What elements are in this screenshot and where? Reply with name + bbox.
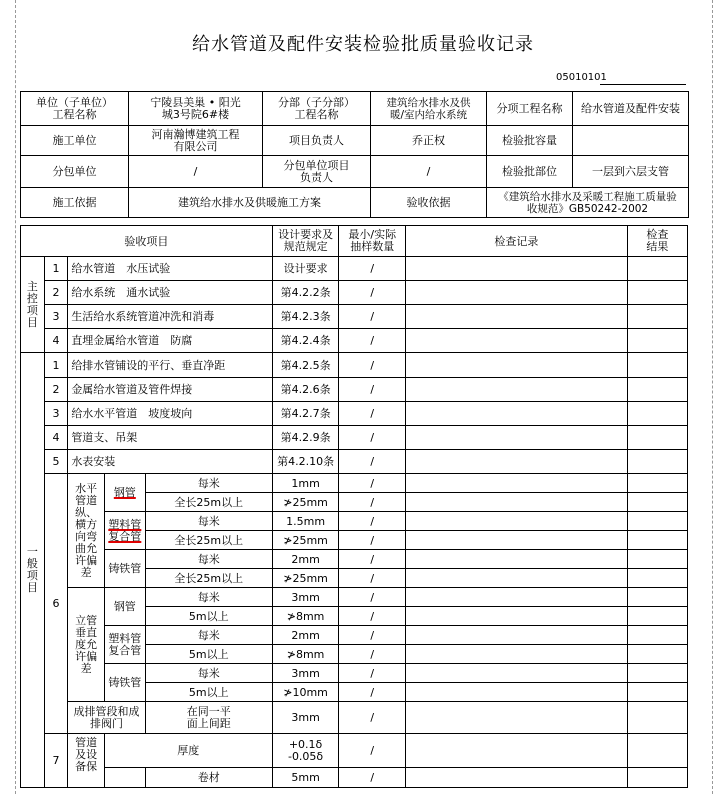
g7-record[interactable] — [406, 768, 628, 788]
g6-result[interactable] — [627, 474, 687, 493]
g7-roll-label: 卷材 — [145, 768, 272, 788]
main-control-label: 主 控 项 目 — [21, 257, 45, 353]
general-item-req: 第4.2.6条 — [272, 378, 339, 402]
g6-cond: 全长25m以上 — [145, 569, 272, 588]
g6-min: / — [339, 531, 406, 550]
g6-min: / — [339, 474, 406, 493]
g6-record[interactable] — [406, 493, 628, 512]
sub-value: / — [129, 156, 263, 188]
g6-v-iron: 铸铁管 — [104, 664, 145, 702]
g6-req: ≯8mm — [272, 607, 339, 626]
g6-valve-req: 3mm — [272, 702, 339, 734]
contractor-label: 施工单位 — [21, 126, 129, 156]
g6-min: / — [339, 683, 406, 702]
g6-h-steel-text: 钢管 — [113, 486, 136, 499]
g6-record[interactable] — [406, 569, 628, 588]
general-item-result[interactable] — [627, 450, 687, 474]
g6-cond: 每米 — [145, 664, 272, 683]
g6-result[interactable] — [627, 493, 687, 512]
g6-req: ≯25mm — [272, 569, 339, 588]
g6-req: 2mm — [272, 626, 339, 645]
sub-label: 分包单位 — [21, 156, 129, 188]
form-title: 给水管道及配件安装检验批质量验收记录 — [192, 34, 534, 55]
g6-result[interactable] — [627, 588, 687, 607]
g6-no: 6 — [44, 474, 68, 734]
general-item-name: 水表安装 — [68, 450, 272, 474]
general-item-record[interactable] — [406, 426, 628, 450]
accept-label: 验收依据 — [371, 188, 487, 218]
general-item-min: / — [339, 353, 406, 378]
g6-cond: 每米 — [145, 512, 272, 531]
col-min: 最小/实际 抽样数量 — [339, 226, 406, 257]
form-code: 05010101 — [556, 72, 607, 83]
main-item-name: 直埋金属给水管道 防腐 — [68, 329, 272, 353]
general-item-name: 给排水管铺设的平行、垂直净距 — [68, 353, 272, 378]
general-item-result[interactable] — [627, 426, 687, 450]
subpm-label: 分包单位项目 负责人 — [263, 156, 371, 188]
g6-vert-label: 立管 垂直 度允 许偏 差 — [68, 588, 105, 702]
g6-req: 3mm — [272, 588, 339, 607]
main-item-record[interactable] — [406, 305, 628, 329]
g6-v-plastic: 塑料管 复合管 — [104, 626, 145, 664]
g6-record[interactable] — [406, 702, 628, 734]
general-item-req: 第4.2.9条 — [272, 426, 339, 450]
g6-result[interactable] — [627, 512, 687, 531]
part-label: 检验批部位 — [487, 156, 573, 188]
main-item-req: 设计要求 — [272, 257, 339, 281]
general-item-no: 5 — [44, 450, 68, 474]
g6-record[interactable] — [406, 664, 628, 683]
g6-record[interactable] — [406, 512, 628, 531]
g7-label: 管道 及设 备保 — [68, 734, 105, 788]
g6-record[interactable] — [406, 607, 628, 626]
g6-min: / — [339, 607, 406, 626]
g6-record[interactable] — [406, 626, 628, 645]
contractor-value: 河南瀚博建筑工程 有限公司 — [129, 126, 263, 156]
main-item-record[interactable] — [406, 257, 628, 281]
g6-result[interactable] — [627, 664, 687, 683]
g6-result[interactable] — [627, 702, 687, 734]
g6-record[interactable] — [406, 683, 628, 702]
item-value: 给水管道及配件安装 — [573, 92, 689, 126]
col-item: 验收项目 — [21, 226, 273, 257]
g6-v-steel: 钢管 — [104, 588, 145, 626]
g7-roll-req: 5mm — [272, 768, 339, 788]
g6-h-plastic-text: 塑料管 复合管 — [108, 517, 142, 543]
g6-cond: 5m以上 — [145, 607, 272, 626]
general-item-no: 4 — [44, 426, 68, 450]
g6-min: / — [339, 550, 406, 569]
g6-req: ≯8mm — [272, 645, 339, 664]
g6-min: / — [339, 493, 406, 512]
g6-h-plastic — [104, 512, 145, 550]
inspection-table — [20, 225, 688, 788]
page-margin-right — [712, 0, 713, 794]
g6-req: ≯25mm — [272, 493, 339, 512]
main-item-min: / — [339, 257, 406, 281]
general-item-min: / — [339, 378, 406, 402]
g6-cond: 5m以上 — [145, 683, 272, 702]
g6-cond: 每米 — [145, 550, 272, 569]
g6-h-iron: 铸铁管 — [104, 550, 145, 588]
main-item-result[interactable] — [627, 305, 687, 329]
g7-result[interactable] — [627, 734, 687, 768]
g6-h-steel — [104, 474, 145, 512]
g6-horiz-label: 水平 管道 纵、 横方 向弯 曲允 许偏 差 — [68, 474, 105, 588]
pm-value: 乔正权 — [371, 126, 487, 156]
main-item-name: 生活给水系统管道冲洗和消毒 — [68, 305, 272, 329]
main-item-record[interactable] — [406, 281, 628, 305]
general-label: 一 般 项 目 — [21, 353, 45, 788]
g6-min: / — [339, 588, 406, 607]
g6-min: / — [339, 645, 406, 664]
g6-req: 3mm — [272, 664, 339, 683]
g7-no: 7 — [44, 734, 68, 788]
g6-req: 2mm — [272, 550, 339, 569]
main-item-record[interactable] — [406, 329, 628, 353]
g7-thick-label: 厚度 — [104, 734, 272, 768]
main-item-result[interactable] — [627, 281, 687, 305]
main-item-no: 1 — [44, 257, 68, 281]
col-record: 检查记录 — [406, 226, 628, 257]
capacity-value — [573, 126, 689, 156]
general-item-record[interactable] — [406, 353, 628, 378]
item-label: 分项工程名称 — [487, 92, 573, 126]
g6-result[interactable] — [627, 626, 687, 645]
main-item-name: 给水系统 通水试验 — [68, 281, 272, 305]
g6-result[interactable] — [627, 569, 687, 588]
g6-cond: 每米 — [145, 588, 272, 607]
g7-thick-min: / — [339, 734, 406, 768]
g6-cond: 每米 — [145, 626, 272, 645]
g6-result[interactable] — [627, 683, 687, 702]
general-item-result[interactable] — [627, 378, 687, 402]
g6-req: ≯10mm — [272, 683, 339, 702]
general-item-req: 第4.2.5条 — [272, 353, 339, 378]
general-item-min: / — [339, 450, 406, 474]
g6-record[interactable] — [406, 474, 628, 493]
unit-value: 宁陵县美巢 • 阳光 城3号院6#楼 — [129, 92, 263, 126]
main-item-req: 第4.2.4条 — [272, 329, 339, 353]
main-item-result[interactable] — [627, 257, 687, 281]
main-item-min: / — [339, 329, 406, 353]
general-item-record[interactable] — [406, 402, 628, 426]
g6-min: / — [339, 569, 406, 588]
main-item-no: 2 — [44, 281, 68, 305]
subpm-value: / — [371, 156, 487, 188]
g6-record[interactable] — [406, 531, 628, 550]
main-item-min: / — [339, 281, 406, 305]
g6-min: / — [339, 512, 406, 531]
g6-cond: 全长25m以上 — [145, 493, 272, 512]
general-item-min: / — [339, 402, 406, 426]
g7-result[interactable] — [627, 768, 687, 788]
main-item-req: 第4.2.3条 — [272, 305, 339, 329]
page-margin-left — [15, 0, 16, 794]
main-item-no: 3 — [44, 305, 68, 329]
col-req: 设计要求及 规范规定 — [272, 226, 339, 257]
capacity-label: 检验批容量 — [487, 126, 573, 156]
main-item-req: 第4.2.2条 — [272, 281, 339, 305]
g6-result[interactable] — [627, 645, 687, 664]
general-item-no: 2 — [44, 378, 68, 402]
g7-thick-req: +0.1δ -0.05δ — [272, 734, 339, 768]
g6-cond: 每米 — [145, 474, 272, 493]
g7-roll-min: / — [339, 768, 406, 788]
g6-result[interactable] — [627, 550, 687, 569]
g6-req: ≯25mm — [272, 531, 339, 550]
basis-label: 施工依据 — [21, 188, 129, 218]
main-item-min: / — [339, 305, 406, 329]
general-item-name: 金属给水管道及管件焊接 — [68, 378, 272, 402]
g6-record[interactable] — [406, 645, 628, 664]
form-code-underline — [600, 84, 686, 85]
unit-label: 单位（子单位） 工程名称 — [21, 92, 129, 126]
g6-result[interactable] — [627, 531, 687, 550]
g6-req: 1mm — [272, 474, 339, 493]
general-item-req: 第4.2.10条 — [272, 450, 339, 474]
g6-record[interactable] — [406, 550, 628, 569]
header-table — [20, 91, 689, 218]
main-item-no: 4 — [44, 329, 68, 353]
g6-min: / — [339, 664, 406, 683]
g7-record[interactable] — [406, 734, 628, 768]
g6-valve-cond: 在同一平 面上间距 — [145, 702, 272, 734]
g6-req: 1.5mm — [272, 512, 339, 531]
basis-value: 建筑给水排水及供暖施工方案 — [129, 188, 371, 218]
g6-record[interactable] — [406, 588, 628, 607]
subunit-value: 建筑给水排水及供 暖/室内给水系统 — [371, 92, 487, 126]
g6-result[interactable] — [627, 607, 687, 626]
general-item-result[interactable] — [627, 353, 687, 378]
general-item-min: / — [339, 426, 406, 450]
general-item-record[interactable] — [406, 378, 628, 402]
g6-valve-label: 成排管段和成 排阀门 — [68, 702, 145, 734]
subunit-label: 分部（子分部） 工程名称 — [263, 92, 371, 126]
accept-value: 《建筑给水排水及采暖工程施工质量验 收规范》GB50242-2002 — [487, 188, 689, 218]
general-item-req: 第4.2.7条 — [272, 402, 339, 426]
pm-label: 项目负责人 — [263, 126, 371, 156]
col-result: 检查 结果 — [627, 226, 687, 257]
main-item-name: 给水管道 水压试验 — [68, 257, 272, 281]
g6-cond: 全长25m以上 — [145, 531, 272, 550]
general-item-no: 3 — [44, 402, 68, 426]
part-value: 一层到六层支管 — [573, 156, 689, 188]
general-item-record[interactable] — [406, 450, 628, 474]
g6-min: / — [339, 626, 406, 645]
general-item-name: 管道支、吊架 — [68, 426, 272, 450]
general-item-result[interactable] — [627, 402, 687, 426]
g6-valve-min: / — [339, 702, 406, 734]
g7-sub-blank — [104, 768, 145, 788]
g6-cond: 5m以上 — [145, 645, 272, 664]
general-item-no: 1 — [44, 353, 68, 378]
general-item-name: 给水水平管道 坡度坡向 — [68, 402, 272, 426]
main-item-result[interactable] — [627, 329, 687, 353]
